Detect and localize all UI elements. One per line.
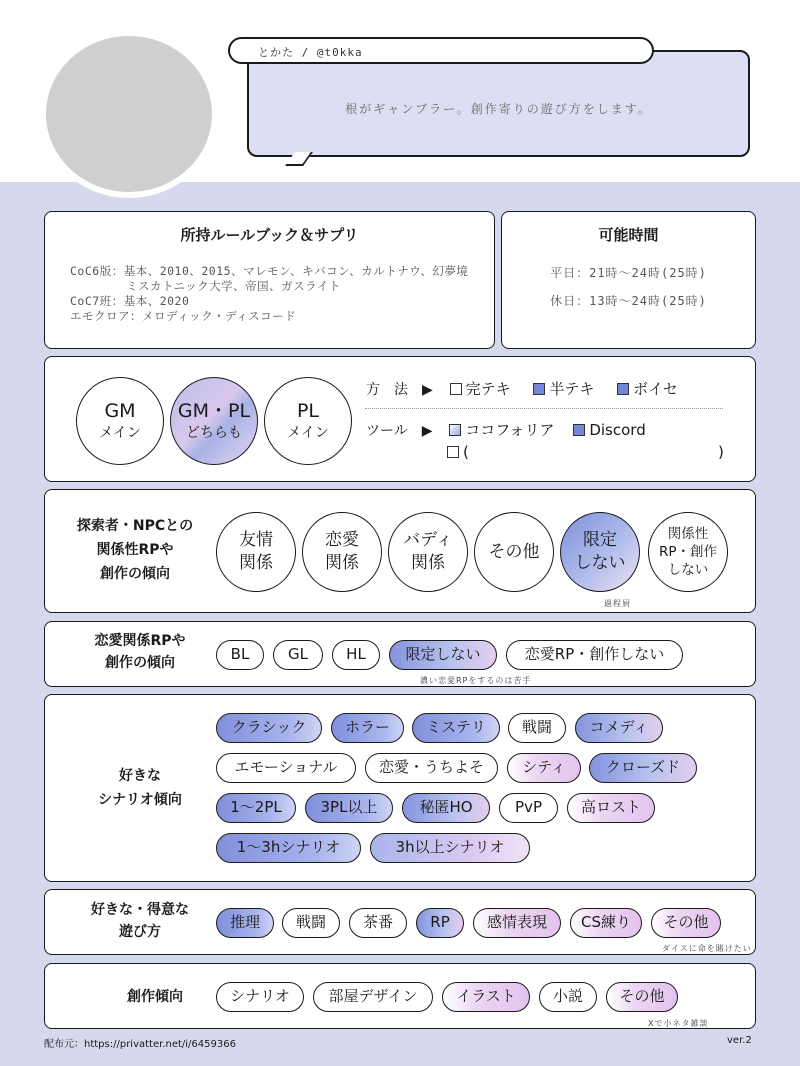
creation-room-design[interactable]: 部屋デザイン <box>313 982 433 1012</box>
scenario-battle[interactable]: 戦闘 <box>508 713 566 743</box>
availability-title: 可能時間 <box>598 226 659 244</box>
tools-label: ツール ▶ <box>366 423 433 439</box>
relationship-buddy-l2: 関係 <box>411 553 445 573</box>
method-option-hanteki: 半テキ <box>549 380 595 398</box>
role-pl-bottom: メイン <box>287 425 329 441</box>
relationship-romance-l1: 恋愛 <box>325 530 359 550</box>
checkbox-kanteki[interactable] <box>450 383 462 395</box>
romance-unlimited[interactable]: 限定しない <box>389 640 497 670</box>
playstyle-rp[interactable]: RP <box>416 908 464 938</box>
relationship-label <box>60 514 210 586</box>
availability-panel <box>501 211 756 349</box>
playstyle-cs[interactable]: CS練り <box>570 908 642 938</box>
method-row <box>366 378 678 399</box>
scenario-3pl[interactable]: 3PL以上 <box>305 793 393 823</box>
relationship-romance[interactable] <box>302 512 382 592</box>
tool-option-discord: Discord <box>589 421 646 439</box>
checkbox-hanteki[interactable] <box>533 383 545 395</box>
scenario-label <box>80 764 200 812</box>
scenario-mystery[interactable]: ミステリ <box>412 713 500 743</box>
method-option-voice: ボイセ <box>633 380 678 398</box>
playstyle-reasoning[interactable]: 推理 <box>216 908 274 938</box>
checkbox-discord[interactable] <box>573 424 585 436</box>
role-both-top: GM・PL <box>177 400 251 422</box>
creation-scenario[interactable]: シナリオ <box>216 982 304 1012</box>
relationship-none-l1: 関係性 <box>667 526 709 542</box>
creation-other[interactable]: その他 <box>606 982 678 1012</box>
relationship-friendship-l1: 友情 <box>239 530 273 550</box>
romance-label <box>70 630 210 674</box>
method-option-kanteki: 完テキ <box>465 380 511 398</box>
playstyle-other[interactable]: その他 <box>651 908 721 938</box>
method-label: 方 法 ▶ <box>366 382 433 398</box>
rulebooks-panel <box>44 211 495 349</box>
romance-hl[interactable]: HL <box>332 640 380 670</box>
tool-other-open: ( <box>463 443 469 461</box>
relationship-other-l1: その他 <box>488 541 540 562</box>
role-gm-bottom: メイン <box>99 425 141 441</box>
scenario-3h-plus[interactable]: 3h以上シナリオ <box>370 833 530 863</box>
role-gm-circle[interactable] <box>76 377 164 465</box>
rulebooks-line-3: CoC7班：基本、2020 <box>70 294 190 308</box>
tools-row <box>366 419 646 440</box>
creation-illustration[interactable]: イラスト <box>442 982 530 1012</box>
weekday-time: 平日：21時～24時(25時) <box>550 266 707 280</box>
checkbox-cocofolia[interactable] <box>449 424 461 436</box>
scenario-1-2pl[interactable]: 1～2PL <box>216 793 296 823</box>
relationship-none[interactable] <box>648 512 728 592</box>
romance-label-line-2: 創作の傾向 <box>105 655 175 671</box>
role-pl-top: PL <box>296 400 320 422</box>
avatar <box>40 30 218 198</box>
playstyle-farce[interactable]: 茶番 <box>349 908 407 938</box>
playstyle-label <box>70 899 210 943</box>
romance-bl[interactable]: BL <box>216 640 264 670</box>
romance-note: 濃い恋愛RPをするのは苦手 <box>420 676 532 685</box>
tool-other-close: ) <box>718 443 724 461</box>
footer-version: ver.2 <box>727 1035 752 1046</box>
relationship-unlimited-l2: しない <box>574 553 626 573</box>
scenario-comedy[interactable]: コメディ <box>575 713 663 743</box>
playstyle-emotion[interactable]: 感情表現 <box>473 908 561 938</box>
scenario-horror[interactable]: ホラー <box>331 713 404 743</box>
relationship-other[interactable] <box>474 512 554 592</box>
playstyle-battle[interactable]: 戦闘 <box>282 908 340 938</box>
name-handle: とかた / @t0kka <box>228 37 654 64</box>
scenario-closed[interactable]: クローズド <box>589 753 697 783</box>
tools-other-row <box>447 443 469 461</box>
rulebooks-line-4: エモクロア：メロディック・ディスコード <box>70 309 297 323</box>
footer-source: 配布元：https://privatter.net/i/6459366 <box>44 1039 236 1050</box>
relationship-friendship[interactable] <box>216 512 296 592</box>
scenario-emotional[interactable]: エモーショナル <box>216 753 356 783</box>
scenario-label-line-2: シナリオ傾向 <box>98 792 182 808</box>
rulebooks-line-2: ミスカトニック大学、帝国、ガスライト <box>126 279 341 293</box>
role-both-bottom: どちらも <box>186 425 242 441</box>
relationship-buddy-l1: バディ <box>403 530 453 550</box>
role-pl-circle[interactable] <box>264 377 352 465</box>
relationship-romance-l2: 関係 <box>325 553 359 573</box>
relationship-unlimited-l1: 限定 <box>583 530 617 550</box>
playstyle-note: ダイスに命を賭けたい <box>662 944 752 953</box>
relationship-buddy[interactable] <box>388 512 468 592</box>
rulebooks-title: 所持ルールブック＆サプリ <box>180 226 359 244</box>
divider <box>365 408 723 409</box>
romance-gl[interactable]: GL <box>273 640 323 670</box>
playstyle-label-line-1: 好きな・得意な <box>91 902 189 918</box>
relationship-label-line-1: 探索者・NPCとの <box>76 518 194 534</box>
rulebooks-line-1: CoC6版：基本、2010、2015、マレモン、キバコン、カルトナウ、幻夢境 <box>70 264 469 278</box>
role-both-circle[interactable] <box>170 377 258 465</box>
checkbox-voice[interactable] <box>617 383 629 395</box>
relationship-label-line-2: 関係性RPや <box>96 542 174 558</box>
scenario-city[interactable]: シティ <box>507 753 581 783</box>
tool-option-cocofolia: ココフォリア <box>465 421 555 439</box>
scenario-classic[interactable]: クラシック <box>216 713 322 743</box>
creation-novel[interactable]: 小説 <box>539 982 597 1012</box>
relationship-unlimited[interactable] <box>560 512 640 592</box>
romance-none[interactable]: 恋愛RP・創作しない <box>506 640 683 670</box>
scenario-1-3h[interactable]: 1～3hシナリオ <box>216 833 361 863</box>
scenario-pvp[interactable]: PvP <box>499 793 558 823</box>
romance-label-line-1: 恋愛関係RPや <box>94 633 186 649</box>
role-gm-top: GM <box>104 400 136 422</box>
checkbox-tool-other[interactable] <box>447 446 459 458</box>
scenario-label-line-1: 好きな <box>119 768 161 784</box>
relationship-none-l2: RP・創作 <box>658 544 718 560</box>
relationship-note: 過程厨 <box>604 599 631 608</box>
bio-text: 根がギャンブラー。創作寄りの遊び方をします。 <box>345 102 652 116</box>
creation-label: 創作傾向 <box>127 989 183 1005</box>
scenario-hidden-ho[interactable]: 秘匿HO <box>402 793 490 823</box>
holiday-time: 休日：13時～24時(25時) <box>550 294 707 308</box>
relationship-label-line-3: 創作の傾向 <box>100 566 170 582</box>
scenario-romance[interactable]: 恋愛・うちよそ <box>365 753 498 783</box>
relationship-none-l3: しない <box>667 562 709 578</box>
scenario-high-lost[interactable]: 高ロスト <box>567 793 655 823</box>
playstyle-label-line-2: 遊び方 <box>119 924 161 940</box>
creation-note: Xで小ネタ雑談 <box>648 1019 709 1028</box>
relationship-friendship-l2: 関係 <box>239 553 273 573</box>
